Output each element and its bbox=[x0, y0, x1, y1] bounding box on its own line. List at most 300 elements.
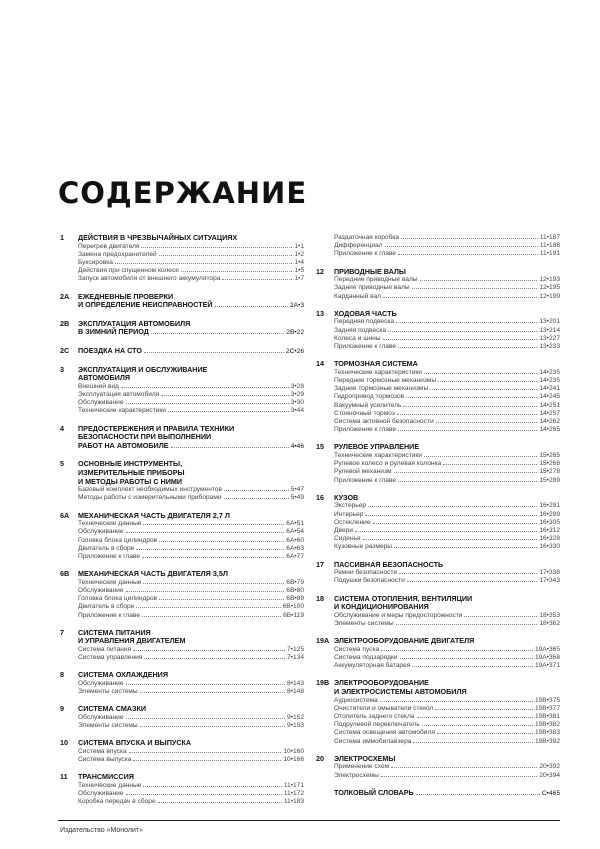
dot-leader bbox=[396, 624, 538, 625]
dot-leader bbox=[391, 767, 537, 768]
page-ref[interactable]: 15•268 bbox=[539, 460, 560, 468]
page-ref[interactable]: 15•289 bbox=[539, 476, 560, 484]
entry-label: Подушки безопасности bbox=[334, 577, 405, 585]
toc-entry[interactable] bbox=[334, 620, 560, 628]
page-ref[interactable]: 2B•22 bbox=[286, 329, 304, 337]
dot-leader bbox=[443, 464, 537, 465]
section-title-text: ЭЛЕКТРООБОРУДОВАНИЕ ДВИГАТЕЛЯ bbox=[334, 636, 475, 646]
page-ref[interactable]: 13•214 bbox=[539, 326, 560, 334]
page-ref[interactable]: 16•305 bbox=[539, 518, 560, 526]
toc-entry[interactable] bbox=[334, 662, 560, 670]
page-ref[interactable]: 3•30 bbox=[290, 399, 304, 407]
page-ref[interactable]: 11•191 bbox=[539, 250, 560, 258]
page-ref[interactable]: 14•245 bbox=[539, 393, 560, 401]
toc-entry[interactable] bbox=[334, 612, 560, 620]
section-title-text: ОСНОВНЫЕ ИНСТРУМЕНТЫ, bbox=[78, 459, 183, 469]
toc-section bbox=[316, 443, 560, 484]
page-ref[interactable]: 14•235 bbox=[539, 368, 560, 376]
page-ref[interactable]: 18•362 bbox=[539, 620, 560, 628]
page-ref[interactable]: 12•195 bbox=[539, 284, 560, 292]
page-ref[interactable]: 3•29 bbox=[290, 390, 304, 398]
toc-section bbox=[316, 679, 560, 745]
dot-leader bbox=[397, 414, 537, 415]
section-title bbox=[78, 773, 304, 782]
dot-leader bbox=[129, 752, 282, 753]
section-title bbox=[78, 739, 304, 748]
toc-section bbox=[316, 234, 560, 259]
entry-label: Сиденья bbox=[334, 535, 361, 543]
toc-section bbox=[316, 561, 560, 586]
toc-entry[interactable] bbox=[78, 391, 304, 399]
section-title-line bbox=[78, 705, 304, 714]
section-heading bbox=[60, 366, 304, 383]
section-heading bbox=[60, 460, 304, 486]
page-ref[interactable]: 7•134 bbox=[287, 654, 304, 662]
section-number: 13 bbox=[316, 308, 324, 318]
page-ref[interactable]: 14•241 bbox=[539, 385, 560, 393]
section-title-text: ПАССИВНАЯ БЕЗОПАСНОСТЬ bbox=[334, 559, 444, 569]
page-ref[interactable]: 15•278 bbox=[539, 468, 560, 476]
page-ref[interactable]: 20•394 bbox=[539, 771, 560, 779]
page-ref[interactable]: 19B•383 bbox=[534, 729, 560, 737]
toc-entry[interactable] bbox=[334, 284, 560, 292]
entry-label: Раздаточная коробка bbox=[334, 234, 400, 241]
toc-entry[interactable] bbox=[78, 654, 304, 662]
dot-leader bbox=[126, 591, 285, 592]
section-title-text: БЕЗОПАСНОСТИ ПРИ ВЫПОЛНЕНИИ bbox=[78, 432, 212, 442]
page-ref[interactable]: 20•392 bbox=[539, 763, 560, 771]
toc-entry[interactable] bbox=[334, 452, 560, 460]
page-ref[interactable]: 6B•89 bbox=[286, 595, 304, 603]
section-number: 9 bbox=[60, 704, 64, 714]
toc-entry[interactable] bbox=[334, 377, 560, 385]
page-ref[interactable]: 14•257 bbox=[539, 409, 560, 417]
entry-label: Система активной безопасности bbox=[334, 418, 434, 426]
page-ref[interactable]: 16•328 bbox=[539, 535, 560, 543]
toc-entry[interactable] bbox=[78, 407, 304, 415]
page-ref[interactable]: 19B•377 bbox=[534, 704, 560, 712]
dot-leader bbox=[136, 549, 284, 550]
page-ref[interactable]: 13•201 bbox=[539, 318, 560, 326]
section-heading bbox=[60, 293, 304, 311]
section-title bbox=[78, 320, 304, 338]
toc-entry[interactable] bbox=[334, 577, 560, 585]
toc-entry[interactable] bbox=[334, 705, 560, 713]
section-title bbox=[334, 561, 560, 570]
entry-label: Базовый комплект необходимых инструментов bbox=[78, 486, 222, 494]
toc-entry[interactable] bbox=[334, 293, 560, 301]
page-ref[interactable]: 13•233 bbox=[539, 343, 560, 351]
entry-label: Двери bbox=[334, 527, 353, 535]
section-title bbox=[78, 629, 304, 646]
entry-label: Аккумуляторная батарея bbox=[334, 662, 411, 670]
page-ref[interactable]: 1•5 bbox=[294, 267, 304, 275]
toc-entry[interactable] bbox=[334, 763, 560, 771]
toc-entry[interactable] bbox=[78, 722, 304, 730]
toc-entry[interactable] bbox=[334, 327, 560, 335]
entry-label: Стояночный тормоз bbox=[334, 409, 395, 417]
page-ref[interactable]: 19B•381 bbox=[534, 713, 560, 721]
page-ref[interactable]: С•465 bbox=[541, 789, 560, 797]
toc-entry[interactable] bbox=[78, 646, 304, 654]
page-ref[interactable]: 19B•392 bbox=[534, 737, 560, 745]
page-ref[interactable]: 11•188 bbox=[539, 242, 560, 250]
page-ref[interactable]: 17•343 bbox=[539, 577, 560, 585]
toc-entry[interactable] bbox=[78, 579, 304, 587]
section-title-text: ТРАНСМИССИЯ bbox=[78, 772, 134, 782]
section-title-text: ДЕЙСТВИЯ В ЧРЕЗВЫЧАЙНЫХ СИТУАЦИЯХ bbox=[78, 233, 238, 242]
section-heading bbox=[60, 773, 304, 782]
toc-entry[interactable] bbox=[334, 646, 560, 654]
toc-entry[interactable] bbox=[78, 494, 304, 502]
section-number: 2B bbox=[60, 318, 70, 328]
toc-entry[interactable] bbox=[78, 714, 304, 722]
toc-section bbox=[60, 293, 304, 311]
section-title bbox=[334, 310, 560, 319]
toc-entry[interactable] bbox=[334, 527, 560, 535]
page-ref[interactable]: 11•183 bbox=[283, 798, 304, 806]
entry-label: Рулевой механизм bbox=[334, 468, 392, 476]
section-title-text: В ЗИМНИЙ ПЕРИОД bbox=[78, 327, 149, 337]
page-ref[interactable]: 15•265 bbox=[539, 452, 560, 460]
section-title bbox=[334, 789, 560, 799]
toc-entry[interactable] bbox=[78, 545, 304, 553]
toc-entry[interactable] bbox=[78, 399, 304, 407]
dot-leader bbox=[224, 498, 289, 499]
entry-label: Передние приводные валы bbox=[334, 276, 418, 284]
page-ref[interactable]: 3•44 bbox=[290, 407, 304, 415]
toc-entry[interactable] bbox=[334, 477, 560, 485]
toc-entry[interactable] bbox=[78, 680, 304, 688]
entry-label: Внешний вид bbox=[78, 382, 119, 390]
dot-leader bbox=[159, 541, 284, 542]
page-ref[interactable]: 19A•371 bbox=[534, 662, 560, 670]
dot-leader bbox=[126, 718, 285, 719]
toc-entry[interactable] bbox=[334, 369, 560, 377]
page-ref[interactable]: 6A•54 bbox=[286, 528, 304, 536]
page-ref[interactable]: 11•187 bbox=[539, 234, 560, 241]
section-title-text: СИСТЕМА СМАЗКИ bbox=[78, 704, 147, 714]
toc-entry[interactable] bbox=[334, 385, 560, 393]
page-ref[interactable]: 19B•375 bbox=[534, 696, 560, 704]
section-title-line bbox=[78, 478, 304, 487]
section-heading bbox=[316, 755, 560, 764]
section-heading bbox=[316, 360, 560, 369]
dot-leader bbox=[416, 794, 540, 795]
entry-label: Приложение к главе bbox=[78, 552, 141, 560]
section-title-line bbox=[78, 671, 304, 680]
dot-leader bbox=[181, 271, 292, 272]
section-heading bbox=[60, 347, 304, 357]
dot-leader bbox=[363, 539, 538, 540]
dot-leader bbox=[383, 297, 537, 298]
section-number: 19B bbox=[316, 678, 330, 688]
toc-entry[interactable] bbox=[78, 756, 304, 764]
section-heading bbox=[60, 425, 304, 452]
entry-label: Система пуска bbox=[334, 645, 380, 653]
section-number: 14 bbox=[316, 359, 324, 369]
entry-label: Технические характеристики bbox=[78, 407, 166, 415]
dot-leader bbox=[424, 456, 537, 457]
dot-leader bbox=[399, 573, 537, 574]
dot-leader bbox=[136, 607, 280, 608]
dot-leader bbox=[215, 306, 288, 307]
section-title-line bbox=[334, 789, 560, 799]
toc-entry[interactable] bbox=[334, 697, 560, 705]
page-ref[interactable]: 16•312 bbox=[539, 527, 560, 535]
page-ref[interactable]: 1•2 bbox=[294, 250, 304, 258]
toc-entry[interactable] bbox=[78, 259, 304, 267]
entry-label: Обслуживание и меры предосторожности bbox=[334, 611, 463, 619]
toc-entry[interactable] bbox=[334, 502, 560, 510]
section-number: 4 bbox=[60, 423, 64, 433]
section-title bbox=[78, 512, 304, 521]
entry-label: Обслуживание bbox=[78, 679, 124, 687]
page-ref[interactable]: 1•1 bbox=[294, 242, 304, 250]
page-ref[interactable]: 6B•80 bbox=[286, 586, 304, 594]
section-title bbox=[334, 595, 560, 612]
page-ref[interactable]: 2A•3 bbox=[289, 302, 304, 310]
dot-leader bbox=[151, 333, 284, 334]
dot-leader bbox=[464, 616, 537, 617]
entry-label: Задние приводные валы bbox=[334, 284, 410, 292]
toc-entry[interactable] bbox=[334, 468, 560, 476]
page-ref[interactable]: 12•193 bbox=[539, 276, 560, 284]
toc-entry[interactable] bbox=[334, 242, 560, 250]
dot-leader bbox=[398, 254, 538, 255]
entry-label: Система выпуска bbox=[78, 756, 132, 764]
dot-leader bbox=[430, 389, 537, 390]
toc-section bbox=[316, 494, 560, 552]
dot-leader bbox=[224, 490, 289, 491]
page-ref[interactable]: 2C•26 bbox=[285, 347, 304, 355]
toc-entry[interactable] bbox=[78, 275, 304, 283]
page-ref[interactable]: 16•330 bbox=[539, 543, 560, 551]
section-title-text: ЭКСПЛУАТАЦИЯ И ОБСЛУЖИВАНИЕ bbox=[78, 364, 208, 374]
toc-entry[interactable] bbox=[334, 410, 560, 418]
toc-entry[interactable] bbox=[78, 243, 304, 251]
section-heading bbox=[60, 671, 304, 680]
entry-label: Перегрев двигателя bbox=[78, 242, 140, 250]
page-ref[interactable]: 14•251 bbox=[539, 401, 560, 409]
page-ref[interactable]: 6A•60 bbox=[286, 536, 304, 544]
page-ref[interactable]: 12•199 bbox=[539, 292, 560, 300]
toc-section bbox=[316, 310, 560, 351]
entry-label: Двигатель в сборе bbox=[78, 544, 135, 552]
section-title-text: ИЗМЕРИТЕЛЬНЫЕ ПРИБОРЫ bbox=[78, 467, 185, 477]
page-ref[interactable]: 11•172 bbox=[283, 790, 304, 798]
section-number: 6B bbox=[60, 569, 70, 579]
toc-entry[interactable] bbox=[334, 402, 560, 410]
section-title-text: СИСТЕМА ОТОПЛЕНИЯ, ВЕНТИЛЯЦИИ bbox=[334, 593, 473, 603]
toc-entry[interactable] bbox=[78, 587, 304, 595]
dot-leader bbox=[400, 658, 533, 659]
section-number: 19A bbox=[316, 636, 330, 646]
toc-entry[interactable] bbox=[78, 782, 304, 790]
toc-entry[interactable] bbox=[334, 426, 560, 434]
page-ref[interactable]: 11•171 bbox=[283, 781, 304, 789]
dot-leader bbox=[144, 352, 284, 353]
dot-leader bbox=[126, 794, 282, 795]
dot-leader bbox=[412, 666, 533, 667]
dot-leader bbox=[383, 339, 538, 340]
page-ref[interactable]: 6B•100 bbox=[282, 603, 304, 611]
page-ref[interactable]: 3•28 bbox=[290, 382, 304, 390]
toc-entry[interactable] bbox=[78, 612, 304, 620]
toc-entry[interactable] bbox=[334, 418, 560, 426]
page-ref[interactable]: 1•7 bbox=[294, 275, 304, 283]
toc-entry[interactable] bbox=[78, 383, 304, 391]
section-number: 1 bbox=[60, 233, 64, 242]
section-number: 16 bbox=[316, 492, 324, 502]
entry-label: Эксплуатация автомобиля bbox=[78, 390, 160, 398]
toc-section bbox=[60, 425, 304, 452]
toc-entry[interactable] bbox=[78, 688, 304, 696]
section-heading bbox=[60, 629, 304, 646]
section-title-text: МЕХАНИЧЕСКАЯ ЧАСТЬ ДВИГАТЕЛЯ 2,7 Л bbox=[78, 510, 230, 520]
page-ref[interactable]: 16•299 bbox=[539, 510, 560, 518]
entry-label: Элементы системы bbox=[334, 620, 394, 628]
section-title-text: СИСТЕМА ОХЛАЖДЕНИЯ bbox=[78, 670, 169, 680]
entry-label: Подрулевой переключатель bbox=[334, 721, 420, 729]
entry-label: Задняя подвеска bbox=[334, 326, 387, 334]
toc-entry[interactable] bbox=[78, 798, 304, 806]
toc-entry[interactable] bbox=[78, 603, 304, 611]
page-ref[interactable]: 6B•79 bbox=[286, 578, 304, 586]
page-ref[interactable]: 10•166 bbox=[283, 756, 304, 764]
entry-label: Элементы системы bbox=[78, 688, 138, 696]
page-ref[interactable]: 10•160 bbox=[283, 747, 304, 755]
entry-label: Гидропривод тормозов bbox=[334, 393, 405, 401]
section-title-line bbox=[78, 374, 304, 383]
toc-entry[interactable] bbox=[334, 234, 560, 242]
section-title-line bbox=[78, 739, 304, 748]
toc-entry[interactable] bbox=[78, 537, 304, 545]
page-ref[interactable]: 5•49 bbox=[290, 494, 304, 502]
dot-leader bbox=[143, 583, 284, 584]
section-heading bbox=[316, 679, 560, 696]
section-heading bbox=[60, 512, 304, 521]
toc-left-column bbox=[60, 234, 304, 816]
dot-leader bbox=[438, 381, 537, 382]
toc-entry[interactable] bbox=[334, 519, 560, 527]
toc-entry[interactable] bbox=[334, 393, 560, 401]
toc-entry[interactable] bbox=[334, 535, 560, 543]
entry-label: Приложение к главе bbox=[334, 343, 397, 351]
toc-entry[interactable] bbox=[78, 553, 304, 561]
toc-entry[interactable] bbox=[334, 318, 560, 326]
toc-entry[interactable] bbox=[334, 772, 560, 780]
section-number: 10 bbox=[60, 738, 68, 748]
entry-label: Технические данные bbox=[78, 520, 142, 528]
section-title bbox=[334, 679, 560, 696]
page-ref[interactable]: 9•152 bbox=[287, 713, 304, 721]
toc-entry[interactable] bbox=[334, 335, 560, 343]
page-ref[interactable]: 4•46 bbox=[290, 442, 304, 450]
entry-label: Рулевое колесо и рулевая колонка bbox=[334, 460, 442, 468]
dot-leader bbox=[144, 658, 285, 659]
toc-entry[interactable] bbox=[78, 748, 304, 756]
dot-leader bbox=[394, 472, 538, 473]
entry-label: Экстерьер bbox=[334, 502, 367, 510]
dot-leader bbox=[143, 524, 284, 525]
entry-label: Обслуживание bbox=[78, 528, 124, 536]
toc-section bbox=[316, 637, 560, 670]
toc-entry[interactable] bbox=[334, 511, 560, 519]
toc-entry[interactable] bbox=[334, 276, 560, 284]
page-ref[interactable]: 19B•382 bbox=[534, 721, 560, 729]
section-title-line bbox=[78, 234, 304, 243]
toc-entry[interactable] bbox=[334, 250, 560, 258]
section-heading bbox=[60, 739, 304, 748]
entry-label: Дифференциал bbox=[334, 242, 383, 250]
dot-leader bbox=[368, 506, 537, 507]
section-title-text: ПОЕЗДКА НА СТО bbox=[78, 345, 142, 355]
page-ref[interactable]: 9•153 bbox=[287, 722, 304, 730]
page-ref[interactable]: 6A•77 bbox=[286, 552, 304, 560]
page-ref[interactable]: 13•227 bbox=[539, 334, 560, 342]
section-title bbox=[78, 293, 304, 311]
page-ref[interactable]: 16•291 bbox=[539, 502, 560, 510]
toc-entry[interactable] bbox=[78, 251, 304, 259]
page-ref[interactable]: 17•338 bbox=[539, 569, 560, 577]
page-ref[interactable]: 19A•368 bbox=[534, 654, 560, 662]
section-title-line bbox=[334, 310, 560, 319]
section-title-line bbox=[78, 347, 304, 357]
section-number: 2C bbox=[60, 345, 70, 355]
page-ref[interactable]: 6B•119 bbox=[283, 611, 304, 619]
toc-section bbox=[60, 512, 304, 562]
page-ref[interactable]: 8•148 bbox=[287, 688, 304, 696]
entry-label: Двигатель в сборе bbox=[78, 603, 135, 611]
section-title bbox=[78, 460, 304, 486]
dot-leader bbox=[398, 347, 537, 348]
page-ref[interactable]: 19A•365 bbox=[534, 645, 560, 653]
section-heading bbox=[316, 789, 560, 799]
section-number: 8 bbox=[60, 670, 64, 680]
toc-entry[interactable] bbox=[334, 343, 560, 351]
toc-entry[interactable] bbox=[78, 528, 304, 536]
dot-leader bbox=[142, 557, 284, 558]
toc-entry[interactable] bbox=[334, 738, 560, 746]
footer-divider bbox=[58, 820, 560, 821]
entry-label: Система питания bbox=[78, 645, 132, 653]
entry-label: Интерьер bbox=[334, 510, 364, 518]
section-title-text: КУЗОВ bbox=[334, 492, 359, 502]
page-ref[interactable]: 6A•63 bbox=[286, 544, 304, 552]
page-ref[interactable]: 7•125 bbox=[287, 645, 304, 653]
entry-label: Передняя подвеска bbox=[334, 318, 395, 326]
dot-leader bbox=[407, 581, 538, 582]
page-ref[interactable]: 1•4 bbox=[294, 259, 304, 266]
dot-leader bbox=[385, 246, 538, 247]
section-title-text: И ЭЛЕКТРОСИСТЕМЫ АВТОМОБИЛЯ bbox=[334, 687, 467, 697]
page-ref[interactable]: 5•47 bbox=[290, 486, 304, 494]
page-ref[interactable]: 14•262 bbox=[539, 418, 560, 426]
section-title-line bbox=[78, 637, 304, 646]
page-ref[interactable]: 8•143 bbox=[287, 679, 304, 687]
section-number: 2A bbox=[60, 291, 70, 301]
page-ref[interactable]: 14•265 bbox=[539, 426, 560, 434]
toc-entry[interactable] bbox=[334, 729, 560, 737]
section-heading bbox=[60, 570, 304, 579]
dot-leader bbox=[403, 406, 537, 407]
dot-leader bbox=[168, 411, 289, 412]
page-ref[interactable]: 18•353 bbox=[539, 611, 560, 619]
toc-entry[interactable] bbox=[334, 543, 560, 551]
page-ref[interactable]: 6A•51 bbox=[286, 520, 304, 528]
page-ref[interactable]: 14•235 bbox=[539, 377, 560, 385]
